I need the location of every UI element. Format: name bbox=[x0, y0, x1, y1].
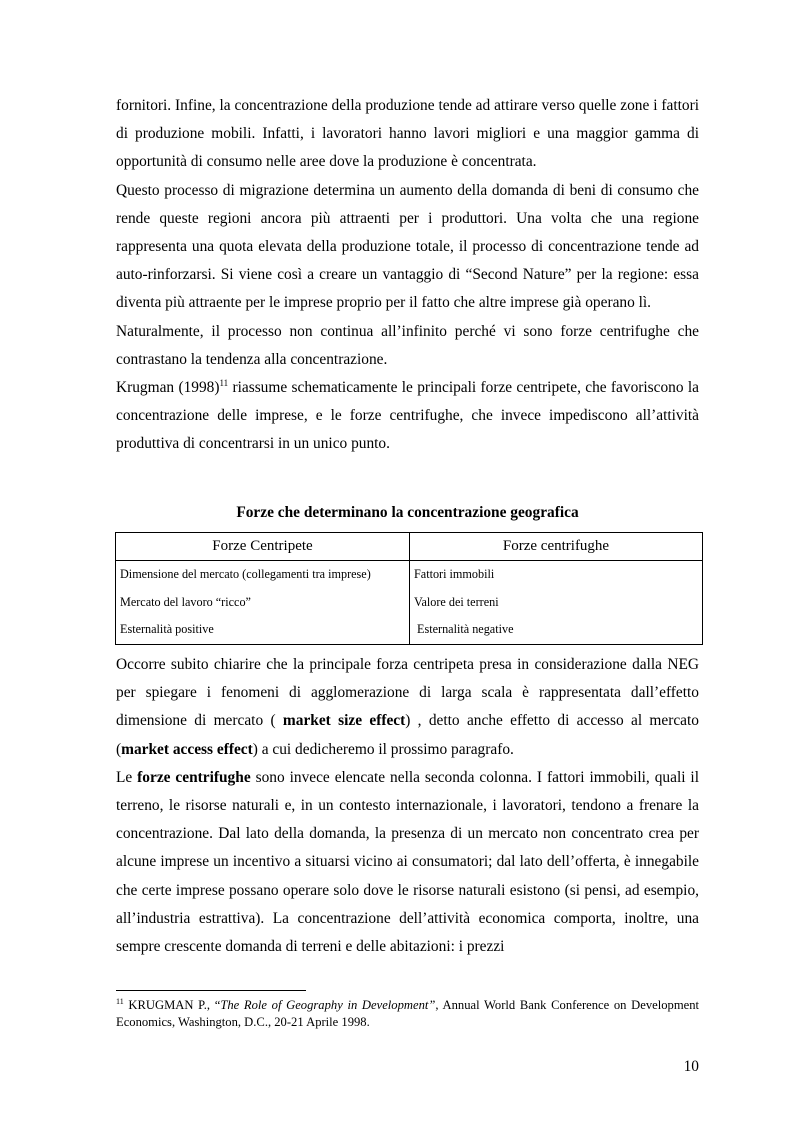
footnote-title: The Role of Geography in Development” bbox=[220, 998, 436, 1012]
bold-term: market size effect bbox=[282, 712, 406, 730]
column-header-centripetal: Forze Centripete bbox=[116, 533, 410, 561]
paragraph-text: ) , detto anche effetto di accesso al mercato ( bbox=[116, 712, 699, 758]
paragraph bbox=[116, 651, 699, 764]
footnote bbox=[116, 997, 699, 1031]
paragraph-text: Occorre subito chiarire che la principale forza centripeta presa in considerazione dalla NEG per spiegare i fenomeni di agglomerazione di larga scala è rappresentata dall’effetto dimensione di mercato ( bbox=[116, 656, 699, 730]
paragraph-text: riassume schematicamente le principali forze centripete, che favoriscono la concentrazione delle imprese, e le forze centrifughe, che invece impediscono all’attività produttiva di concentrarsi in un unico punto. bbox=[116, 379, 699, 453]
paragraph bbox=[116, 764, 699, 961]
paragraph: Questo processo di migrazione determina un aumento della domanda di beni di consumo che rende queste regioni ancora più attraenti per i produttori. Una volta che una regione rappresenta una quota elevata della produzione totale, il processo di concentrazione tende ad auto-rinforzarsi. Si viene così a creare un vantaggio di “Second Nature” per la regione: essa diventa più attraente per le imprese proprio per il fatto che altre imprese già operano lì. bbox=[116, 181, 699, 312]
paragraph: fornitori. Infine, la concentrazione della produzione tende ad attirare verso quelle zone i fattori di produzione mobili. Infatti, i lavoratori hanno lavori migliori e una maggior gamma di opportunità di consumo nelle aree dove la produzione è concentrata. bbox=[116, 97, 699, 171]
footnote-number: 11 bbox=[116, 996, 124, 1006]
table-cell: Esternalità negative bbox=[410, 616, 703, 644]
table-cell: Esternalità positive bbox=[116, 616, 410, 644]
table-row bbox=[116, 561, 703, 589]
footnote-text: KRUGMAN P., “ bbox=[123, 998, 221, 1012]
table-row bbox=[116, 589, 703, 617]
column-header-centrifugal: Forze centrifughe bbox=[410, 533, 703, 561]
table-title: Forze che determinano la concentrazione geografica bbox=[236, 504, 579, 521]
paragraph-text: ) a cui dedicheremo il prossimo paragrafo. bbox=[252, 740, 514, 758]
footnote-text: , Annual World Bank Conference on Development Economics, Washington, D.C., 20-21 Aprile 1998. bbox=[116, 998, 699, 1029]
footnote-separator bbox=[116, 990, 306, 991]
body-text-bottom bbox=[116, 651, 699, 961]
forces-table bbox=[115, 532, 703, 645]
paragraph-text: Krugman (1998) bbox=[116, 379, 220, 397]
paragraph bbox=[116, 374, 699, 459]
table-cell: Mercato del lavoro “ricco” bbox=[116, 589, 410, 617]
paragraph-text: sono invece elencate nella seconda colonna. I fattori immobili, quali il terreno, le risorse naturali e, in un contesto internazionale, i lavoratori, tendono a frenare la concentrazione. Dal lato della domanda, la presenza di un mercato non concentrato crea per alcune imprese un incentivo a situarsi vicino ai consumatori; dal lato dell’offerta, è innegabile che certe imprese possano operare solo dove le risorse naturali esistono (si pensi, ad esempio, all’industria estrattiva). La concentrazione dell’attività economica comporta, inoltre, una sempre crescente domanda di terreni e delle abitazioni: i prezzi bbox=[116, 768, 699, 956]
footnote-reference[interactable]: 11 bbox=[219, 377, 229, 388]
paragraph-text: Le bbox=[116, 768, 138, 786]
table-cell: Fattori immobili bbox=[410, 561, 703, 589]
paragraph: Naturalmente, il processo non continua all’infinito perché vi sono forze centrifughe che contrastano la tendenza alla concentrazione. bbox=[116, 322, 699, 368]
page-number: 10 bbox=[683, 1058, 699, 1075]
table-cell: Dimensione del mercato (collegamenti tra imprese) bbox=[116, 561, 410, 589]
table-header-row bbox=[116, 533, 703, 561]
bold-term: forze centrifughe bbox=[137, 768, 251, 786]
table-cell: Valore dei terreni bbox=[410, 589, 703, 617]
body-text-top bbox=[116, 92, 699, 459]
table-row bbox=[116, 616, 703, 644]
bold-term: market access effect bbox=[121, 740, 253, 758]
